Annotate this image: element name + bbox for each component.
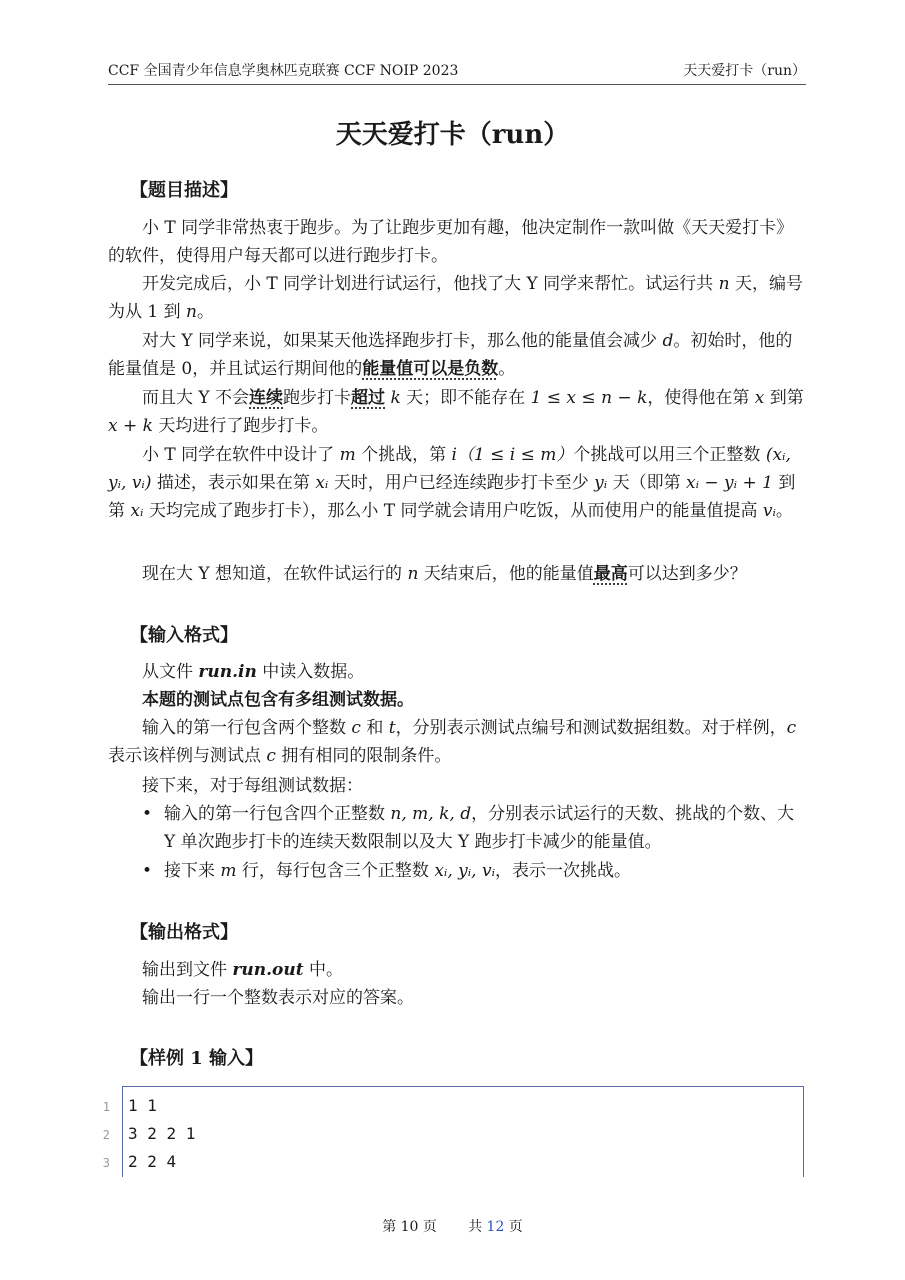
header-rule [108,84,806,85]
input-bullet-2: • 接下来 m 行，每行包含三个正整数 xᵢ, yᵢ, vᵢ，表示一次挑战。 [142,857,806,885]
code-line: 3 2 2 1 [128,1124,196,1143]
page-title: 天天爱打卡（run） [335,120,570,150]
sample-code-box [122,1086,804,1177]
section-description-heading: 【题目描述】 [130,180,238,201]
page-number: 10 [400,1219,419,1235]
section-input-heading: 【输入格式】 [130,625,238,646]
desc-paragraph-6: 现在大 Y 想知道，在软件试运行的 n 天结束后，他的能量值最高可以达到多少？ [142,564,747,584]
emphasis-negative: 能量值可以是负数 [362,359,499,379]
input-line-1: 从文件 run.in 中读入数据。 [142,662,365,682]
input-bullet-1: • 输入的第一行包含四个正整数 n, m, k, d，分别表示试运行的天数、挑战的个数、大 Y 单次跑步打卡的连续天数限制以及大 Y 跑步打卡减少的能量值。 [142,800,806,856]
section-sample-heading: 【样例 1 输入】 [130,1048,264,1069]
input-line-2: 本题的测试点包含有多组测试数据。 [142,690,414,710]
desc-paragraph-5: 小 T 同学在软件中设计了 m 个挑战，第 i（1 ≤ i ≤ m）个挑战可以用三个正整数 (xᵢ, yᵢ, vᵢ) 描述，表示如果在第 xᵢ 天时，用户已经连续跑步打卡至少 yᵢ 天（即第 xᵢ − yᵢ + 1 到第 xᵢ 天均完成了跑步打卡），那么小 T 同学就会请用户吃饭，从而使用户的能量值提高 vᵢ。 [108,445,796,521]
line-number: 1 [102,1100,110,1114]
header-left: CCF 全国青少年信息学奥林匹克联赛 CCF NOIP 2023 [108,63,459,79]
page-header [108,60,806,80]
desc-paragraph-3: 对大 Y 同学来说，如果某天他选择跑步打卡，那么他的能量值会减少 d。初始时，他的能量值是 0，并且试运行期间他的能量值可以是负数。 [108,331,793,379]
output-line-2: 输出一行一个整数表示对应的答案。 [142,988,414,1008]
section-output-heading: 【输出格式】 [130,922,238,943]
input-line-4: 接下来，对于每组测试数据： [142,776,363,796]
bullet-icon: • [142,804,153,824]
desc-paragraph-1: 小 T 同学非常热衷于跑步。为了让跑步更加有趣，他决定制作一款叫做《天天爱打卡》的软件，使得用户每天都可以进行跑步打卡。 [108,218,794,266]
desc-paragraph-2: 开发完成后，小 T 同学计划进行试运行，他找了大 Y 同学来帮忙。试运行共 n 天，编号为从 1 到 n。 [108,274,803,322]
line-number: 2 [102,1128,110,1142]
desc-paragraph-4: 而且大 Y 不会连续跑步打卡超过 k 天；即不能存在 1 ≤ x ≤ n − k，使得他在第 x 到第 x + k 天均进行了跑步打卡。 [108,388,804,436]
header-right: 天天爱打卡（run） [683,63,806,79]
bullet-icon: • [142,861,153,881]
input-line-3: 输入的第一行包含两个整数 c 和 t，分别表示测试点编号和测试数据组数。对于样例，c 表示该样例与测试点 c 拥有相同的限制条件。 [108,718,797,766]
line-number: 3 [102,1156,110,1170]
code-line: 1 1 [128,1096,157,1115]
page-footer: 第 10 页 共 12 页 [382,1219,523,1235]
output-line-1: 输出到文件 run.out 中。 [142,960,343,980]
total-pages: 12 [486,1219,505,1235]
code-line: 2 2 4 [128,1152,177,1171]
